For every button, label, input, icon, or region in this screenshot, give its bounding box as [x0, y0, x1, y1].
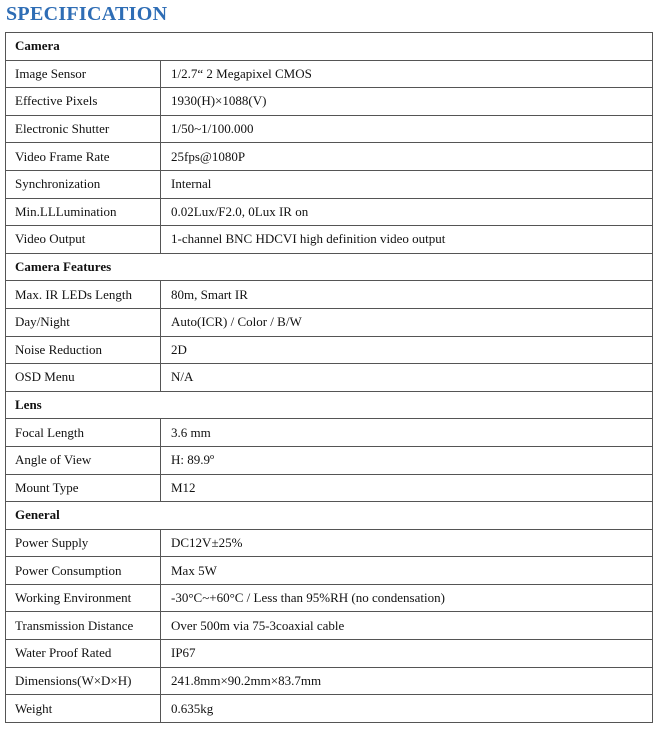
spec-value: 0.635kg [161, 695, 653, 723]
spec-label: Video Frame Rate [6, 143, 161, 171]
table-row [6, 336, 653, 364]
section-header-camera [6, 33, 653, 61]
spec-value: 1-channel BNC HDCVI high definition video output [161, 226, 653, 254]
spec-value: -30°C~+60°C / Less than 95%RH (no condensation) [161, 584, 653, 612]
section-header-lens [6, 391, 653, 419]
spec-label: Min.LLLumination [6, 198, 161, 226]
table-row [6, 419, 653, 447]
spec-label: Angle of View [6, 446, 161, 474]
spec-value: H: 89.9º [161, 446, 653, 474]
spec-label: Max. IR LEDs Length [6, 281, 161, 309]
specification-table [5, 32, 653, 723]
section-heading: Lens [6, 391, 653, 419]
table-row [6, 226, 653, 254]
spec-label: Weight [6, 695, 161, 723]
table-row [6, 695, 653, 723]
spec-value: 2D [161, 336, 653, 364]
table-row [6, 640, 653, 668]
spec-value: Auto(ICR) / Color / B/W [161, 308, 653, 336]
spec-label: Noise Reduction [6, 336, 161, 364]
section-header-general [6, 502, 653, 530]
spec-value: 25fps@1080P [161, 143, 653, 171]
section-header-camera-features [6, 253, 653, 281]
spec-value: 241.8mm×90.2mm×83.7mm [161, 667, 653, 695]
spec-value: 1/50~1/100.000 [161, 115, 653, 143]
table-row [6, 60, 653, 88]
table-row [6, 170, 653, 198]
spec-label: Dimensions(W×D×H) [6, 667, 161, 695]
spec-value: Internal [161, 170, 653, 198]
section-heading: General [6, 502, 653, 530]
spec-value: 0.02Lux/F2.0, 0Lux IR on [161, 198, 653, 226]
spec-label: Power Consumption [6, 557, 161, 585]
spec-value: Max 5W [161, 557, 653, 585]
table-row [6, 115, 653, 143]
spec-value: N/A [161, 364, 653, 392]
spec-value: IP67 [161, 640, 653, 668]
spec-label: Video Output [6, 226, 161, 254]
section-heading: Camera [6, 33, 653, 61]
table-row [6, 364, 653, 392]
table-row [6, 667, 653, 695]
spec-label: Synchronization [6, 170, 161, 198]
spec-label: Electronic Shutter [6, 115, 161, 143]
spec-value: 1930(H)×1088(V) [161, 88, 653, 116]
spec-label: Transmission Distance [6, 612, 161, 640]
spec-label: Image Sensor [6, 60, 161, 88]
spec-label: Focal Length [6, 419, 161, 447]
section-heading: Camera Features [6, 253, 653, 281]
spec-label: Day/Night [6, 308, 161, 336]
spec-label: Power Supply [6, 529, 161, 557]
page-title: SPECIFICATION [6, 3, 168, 25]
table-row [6, 198, 653, 226]
table-row [6, 143, 653, 171]
table-row [6, 612, 653, 640]
spec-value: 80m, Smart IR [161, 281, 653, 309]
spec-label: Water Proof Rated [6, 640, 161, 668]
table-row [6, 474, 653, 502]
spec-label: Mount Type [6, 474, 161, 502]
table-row [6, 584, 653, 612]
spec-value: DC12V±25% [161, 529, 653, 557]
spec-label: Working Environment [6, 584, 161, 612]
spec-value: 3.6 mm [161, 419, 653, 447]
spec-label: OSD Menu [6, 364, 161, 392]
table-row [6, 308, 653, 336]
spec-label: Effective Pixels [6, 88, 161, 116]
table-row [6, 281, 653, 309]
table-row [6, 88, 653, 116]
spec-value: 1/2.7“ 2 Megapixel CMOS [161, 60, 653, 88]
spec-value: M12 [161, 474, 653, 502]
spec-value: Over 500m via 75-3coaxial cable [161, 612, 653, 640]
table-row [6, 557, 653, 585]
table-row [6, 529, 653, 557]
table-row [6, 446, 653, 474]
